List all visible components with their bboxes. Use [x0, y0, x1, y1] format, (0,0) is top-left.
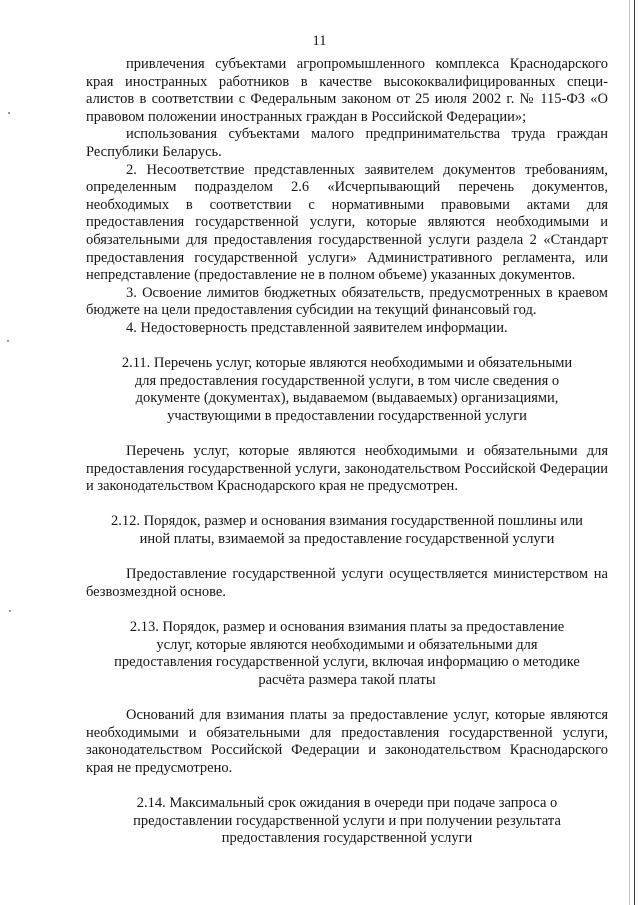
paragraph: 3. Освоение лимитов бюджетных обязательств, предусмотренных в краевом бюджете на цели предоставления субсидии на текущий финансовый год.: [86, 284, 608, 319]
block-gap: [86, 425, 608, 443]
paragraph: Оснований для взимания платы за предоставление услуг, которые являются необходимыми и обязательными для предоставления государственной услуги, законодательством Российской Федерации и законодательством Краснодарского края не предусмотрено.: [86, 706, 608, 776]
block-gap: [86, 496, 608, 514]
scan-speck: [8, 112, 10, 114]
page-number: 11: [312, 33, 327, 49]
paragraph: Перечень услуг, которые являются необходимыми и обязательными для предоставления государственной услуги, законодательством Российской Федерации и законодательством Краснодарского края не предусмотрен.: [86, 443, 608, 495]
paragraph: 2. Несоответствие представленных заявителем документов требованиям, определенным подразделом 2.6 «Исчерпывающий перечень документов, необходимых в соответствии с нормативными правовыми актами для предоставления государственной услуги, которые являются необходимыми и обязательными для предоставления государственной услуги раздела 2 «Стандарт предоставления государственной услуги» Административного регламента, или непредставление (предоставление не в полном объеме) указанных документов.: [86, 161, 608, 284]
block-gap: [86, 601, 608, 619]
scan-edge: [634, 0, 635, 905]
block-gap: [86, 338, 608, 356]
paragraph: Предоставление государственной услуги осуществляется министерством на безвозмездной основе.: [86, 566, 608, 600]
block-gap: [86, 777, 608, 795]
scan-speck: [7, 340, 9, 342]
block-gap: [86, 549, 608, 567]
section-heading: 2.12. Порядок, размер и основания взимания государственной пошлины или иной платы, взимаемой за предоставление государственной услуги: [111, 513, 583, 548]
section-heading: 2.11. Перечень услуг, которые являются необходимыми и обязательными для предоставления государственной услуги, в том числе сведения о документе (документах), выдаваемом (выдаваемых) организациями, участвующими в предоставлении государственной услуги: [121, 355, 573, 424]
paragraph: использования субъектами малого предпринимательства труда граждан Республики Беларусь.: [86, 126, 608, 160]
block-gap: [86, 689, 608, 707]
scan-edge-shadow: [629, 0, 630, 905]
section-heading: 2.13. Порядок, размер и основания взимания платы за предоставление услуг, которые являются необходимыми и обязательными для предоставления государственной услуги, включая информацию о методике расчёта размера такой платы: [114, 619, 580, 688]
document-body: [86, 56, 608, 848]
paragraph: 4. Недостоверность представленной заявителем информации.: [126, 319, 508, 336]
scan-speck: [9, 610, 11, 612]
paragraph: привлечения субъектами агропромышленного комплекса Краснодарского края иностранных работников в качестве высококвалифицированных специ-алистов в соответствии с Федеральным законом от 25 июля 2002 г. № 115-ФЗ «О правовом положении иностранных граждан в Российской Федерации»;: [86, 56, 608, 125]
section-heading: 2.14. Максимальный срок ожидания в очереди при подаче запроса о предоставлении государственной услуги и при получении результата предоставления государственной услуги: [133, 794, 561, 847]
